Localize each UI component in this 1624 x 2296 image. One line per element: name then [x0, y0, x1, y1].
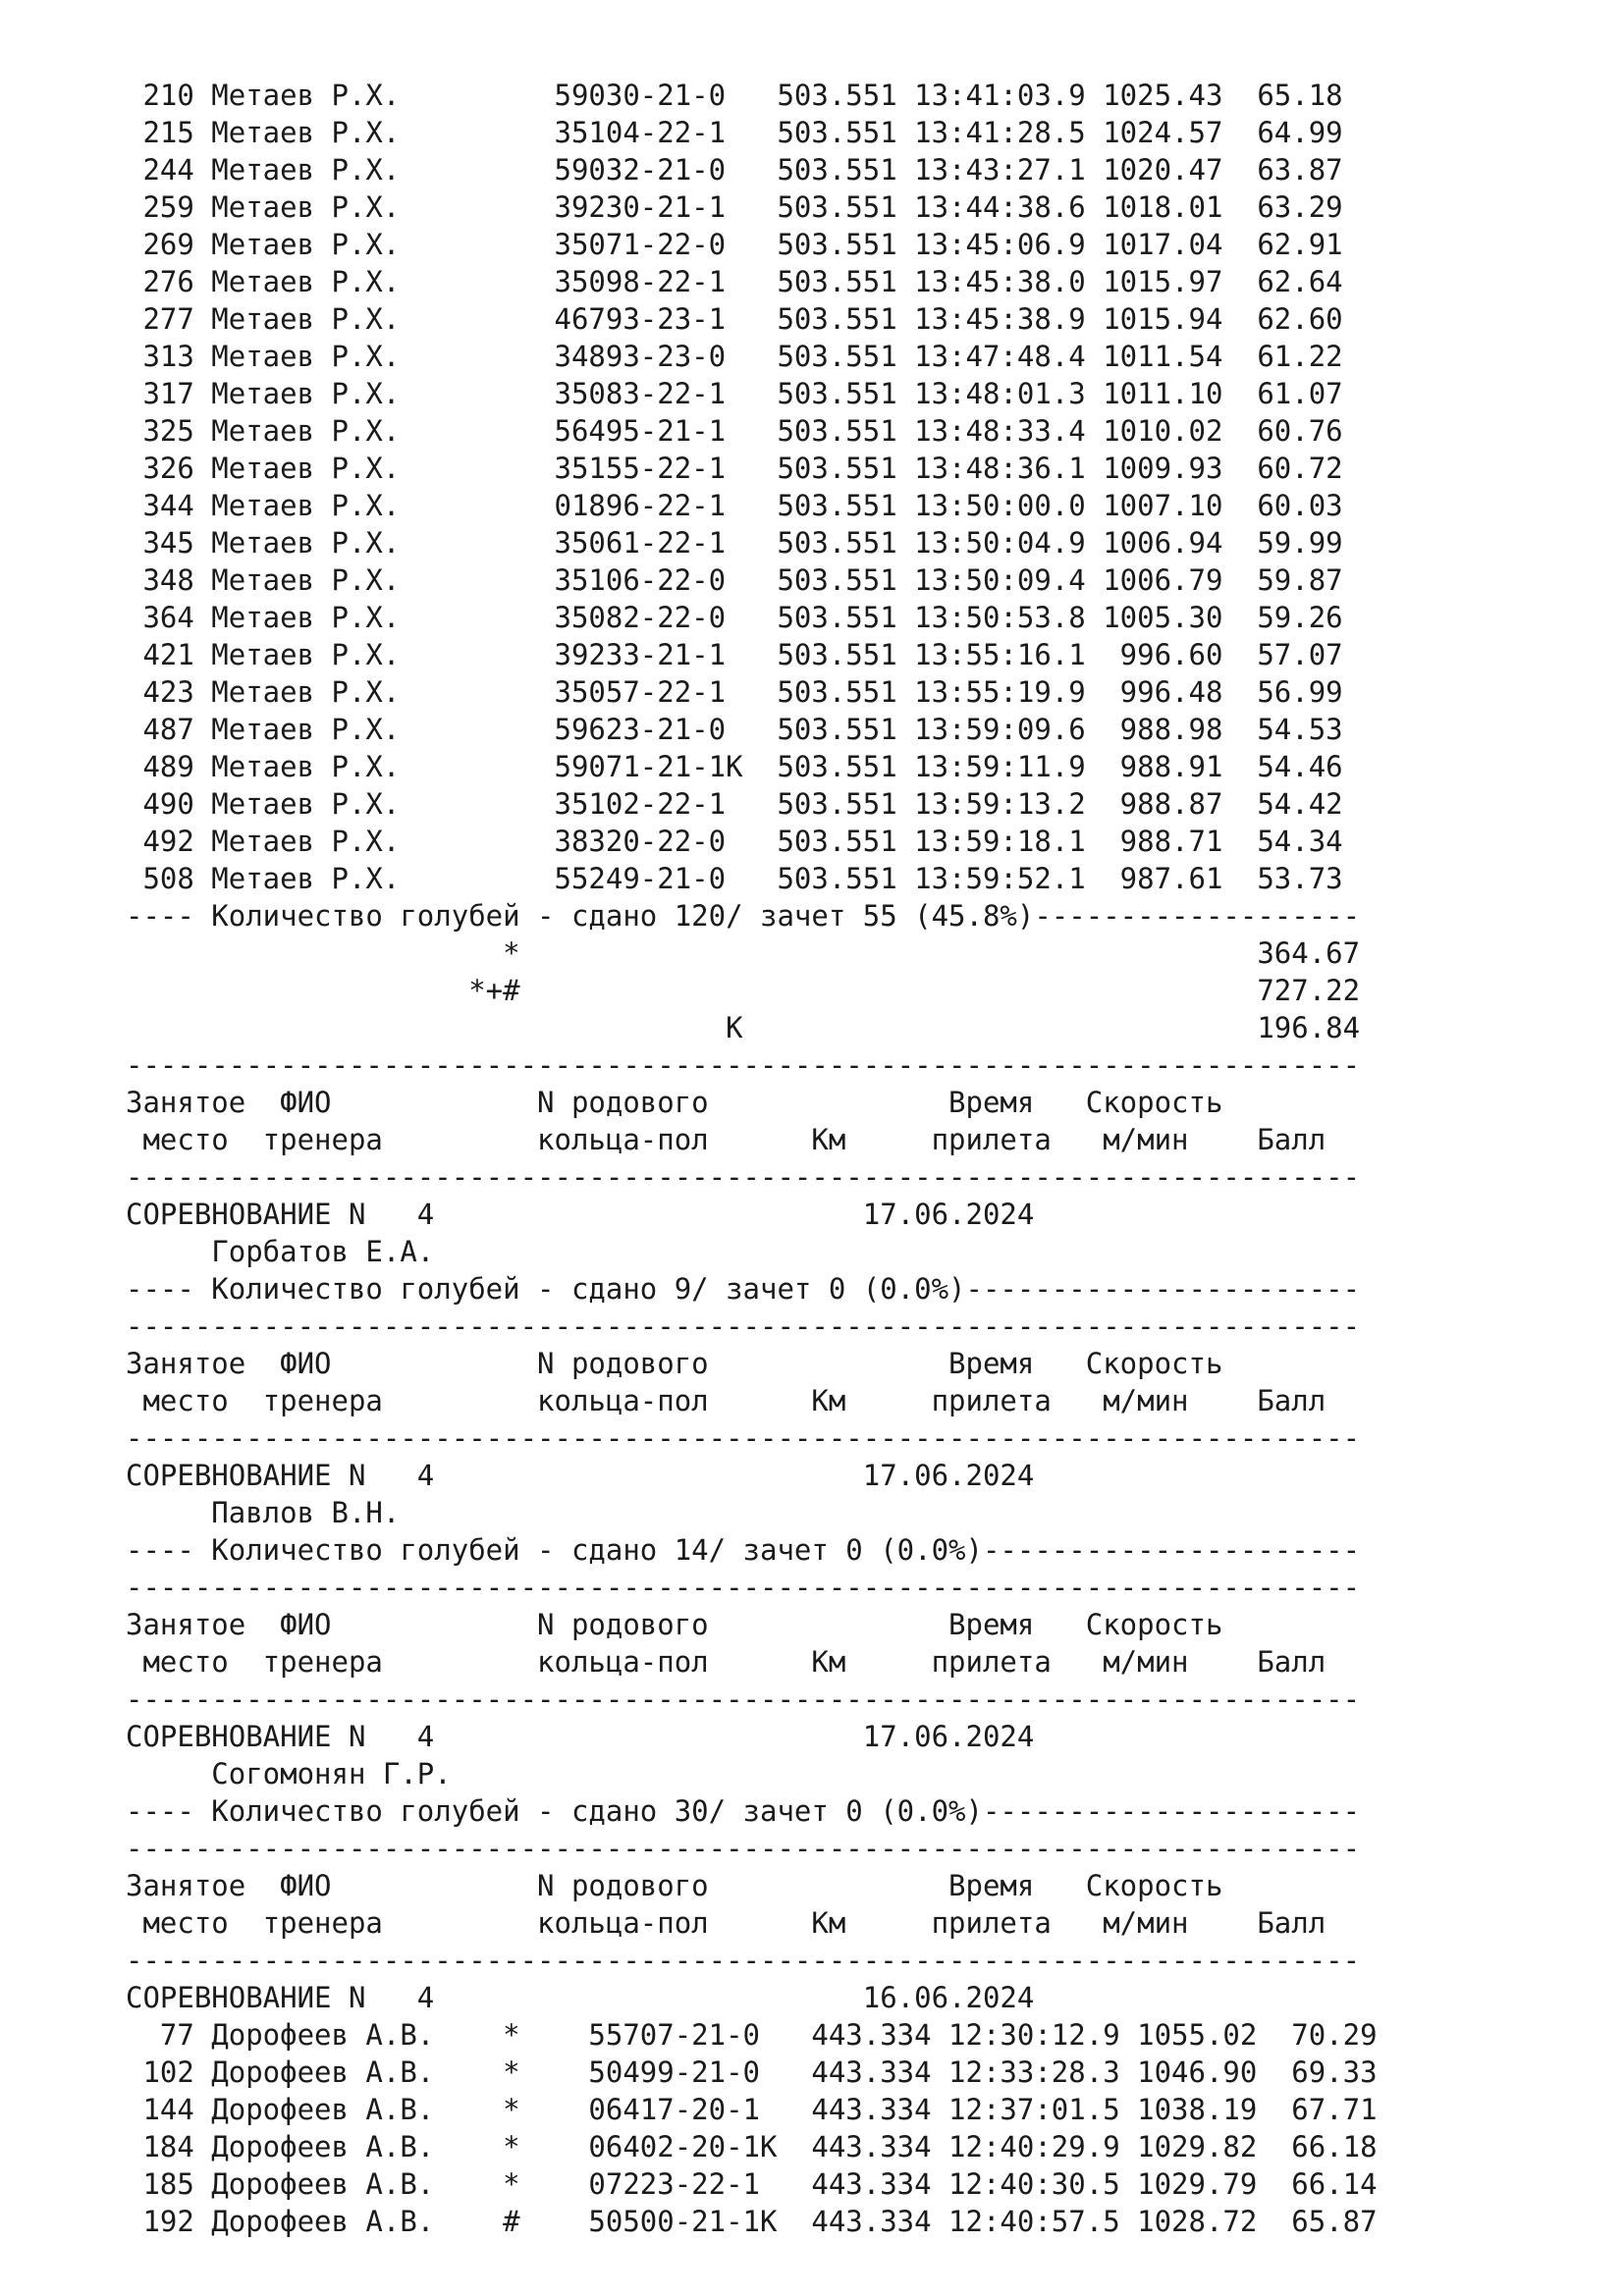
result-row: 185 Дорофеев А.В. * 07223-22-1 443.334 12:40:30.5 1029.79 66.14 — [126, 2167, 1378, 2201]
result-row: 325 Метаев Р.Х. 56495-21-1 503.551 13:48:33.4 1010.02 60.76 — [126, 414, 1343, 448]
separator-line: ------------------------------------------------------------------------ — [126, 1571, 1361, 1604]
result-row: 492 Метаев Р.Х. 38320-22-0 503.551 13:59:18.1 988.71 54.34 — [126, 825, 1343, 858]
result-row: 269 Метаев Р.Х. 35071-22-0 503.551 13:45:06.9 1017.04 62.91 — [126, 228, 1343, 261]
separator-line: ------------------------------------------------------------------------ — [126, 1309, 1361, 1343]
score-total-line: *+# 727.22 — [126, 974, 1361, 1007]
result-row: 144 Дорофеев А.В. * 06417-20-1 443.334 12:37:01.5 1038.19 67.71 — [126, 2093, 1378, 2126]
separator-line: ------------------------------------------------------------------------ — [126, 1048, 1361, 1082]
result-row: 326 Метаев Р.Х. 35155-22-1 503.551 13:48:36.1 1009.93 60.72 — [126, 452, 1343, 485]
score-total-line: * 364.67 — [126, 936, 1361, 970]
result-row: 490 Метаев Р.Х. 35102-22-1 503.551 13:59:13.2 988.87 54.42 — [126, 787, 1343, 821]
pigeon-count-summary: ---- Количество голубей - сдано 30/ зачет 0 (0.0%)---------------------- — [126, 1794, 1361, 1828]
column-header: Занятое ФИО N родового Время Скорость — [126, 1608, 1223, 1641]
column-header: Занятое ФИО N родового Время Скорость — [126, 1347, 1223, 1380]
competition-header: СОРЕВНОВАНИЕ N 4 17.06.2024 — [126, 1198, 1035, 1231]
competition-header: СОРЕВНОВАНИЕ N 4 16.06.2024 — [126, 1981, 1035, 2014]
score-total-line: К 196.84 — [126, 1011, 1361, 1044]
result-row: 489 Метаев Р.Х. 59071-21-1К 503.551 13:59:11.9 988.91 54.46 — [126, 750, 1343, 783]
competition-header: СОРЕВНОВАНИЕ N 4 17.06.2024 — [126, 1459, 1035, 1492]
results-printout — [126, 77, 1559, 2240]
result-row: 77 Дорофеев А.В. * 55707-21-0 443.334 12:30:12.9 1055.02 70.29 — [126, 2018, 1378, 2052]
result-row: 317 Метаев Р.Х. 35083-22-1 503.551 13:48:01.3 1011.10 61.07 — [126, 377, 1343, 410]
result-row: 244 Метаев Р.Х. 59032-21-0 503.551 13:43:27.1 1020.47 63.87 — [126, 153, 1343, 187]
column-header: место тренера кольца-пол Км прилета м/мин Балл — [126, 1123, 1326, 1156]
pigeon-count-summary: ---- Количество голубей - сдано 14/ зачет 0 (0.0%)---------------------- — [126, 1533, 1361, 1567]
separator-line: ------------------------------------------------------------------------ — [126, 1832, 1361, 1865]
result-row: 421 Метаев Р.Х. 39233-21-1 503.551 13:55:16.1 996.60 57.07 — [126, 638, 1343, 671]
result-row: 423 Метаев Р.Х. 35057-22-1 503.551 13:55:19.9 996.48 56.99 — [126, 675, 1343, 709]
column-header: место тренера кольца-пол Км прилета м/мин Балл — [126, 1645, 1326, 1679]
trainer-name: Согомонян Г.Р. — [126, 1757, 452, 1790]
result-row: 313 Метаев Р.Х. 34893-23-0 503.551 13:47:48.4 1011.54 61.22 — [126, 340, 1343, 373]
result-row: 344 Метаев Р.Х. 01896-22-1 503.551 13:50:00.0 1007.10 60.03 — [126, 489, 1343, 522]
result-row: 276 Метаев Р.Х. 35098-22-1 503.551 13:45:38.0 1015.97 62.64 — [126, 265, 1343, 298]
result-row: 184 Дорофеев А.В. * 06402-20-1К 443.334 12:40:29.9 1029.82 66.18 — [126, 2130, 1378, 2163]
result-row: 210 Метаев Р.Х. 59030-21-0 503.551 13:41:03.9 1025.43 65.18 — [126, 79, 1343, 112]
column-header: Занятое ФИО N родового Время Скорость — [126, 1869, 1223, 1902]
result-row: 215 Метаев Р.Х. 35104-22-1 503.551 13:41:28.5 1024.57 64.99 — [126, 116, 1343, 149]
result-row: 259 Метаев Р.Х. 39230-21-1 503.551 13:44:38.6 1018.01 63.29 — [126, 190, 1343, 224]
separator-line: ------------------------------------------------------------------------ — [126, 1944, 1361, 1977]
pigeon-count-summary: ---- Количество голубей - сдано 9/ зачет 0 (0.0%)----------------------- — [126, 1272, 1361, 1306]
result-row: 277 Метаев Р.Х. 46793-23-1 503.551 13:45:38.9 1015.94 62.60 — [126, 302, 1343, 336]
column-header: место тренера кольца-пол Км прилета м/мин Балл — [126, 1906, 1326, 1940]
pigeon-count-summary: ---- Количество голубей - сдано 120/ зачет 55 (45.8%)------------------- — [126, 899, 1361, 933]
result-row: 487 Метаев Р.Х. 59623-21-0 503.551 13:59:09.6 988.98 54.53 — [126, 713, 1343, 746]
result-row: 348 Метаев Р.Х. 35106-22-0 503.551 13:50:09.4 1006.79 59.87 — [126, 563, 1343, 597]
column-header: место тренера кольца-пол Км прилета м/мин Балл — [126, 1384, 1326, 1417]
column-header: Занятое ФИО N родового Время Скорость — [126, 1086, 1223, 1119]
result-row: 345 Метаев Р.Х. 35061-22-1 503.551 13:50:04.9 1006.94 59.99 — [126, 526, 1343, 560]
separator-line: ------------------------------------------------------------------------ — [126, 1682, 1361, 1716]
competition-header: СОРЕВНОВАНИЕ N 4 17.06.2024 — [126, 1720, 1035, 1753]
result-row: 102 Дорофеев А.В. * 50499-21-0 443.334 12:33:28.3 1046.90 69.33 — [126, 2056, 1378, 2089]
result-row: 192 Дорофеев А.В. # 50500-21-1К 443.334 12:40:57.5 1028.72 65.87 — [126, 2205, 1378, 2238]
separator-line: ------------------------------------------------------------------------ — [126, 1421, 1361, 1455]
trainer-name: Горбатов Е.А. — [126, 1235, 435, 1268]
result-row: 364 Метаев Р.Х. 35082-22-0 503.551 13:50:53.8 1005.30 59.26 — [126, 601, 1343, 634]
trainer-name: Павлов В.Н. — [126, 1496, 401, 1529]
separator-line: ------------------------------------------------------------------------ — [126, 1160, 1361, 1194]
result-row: 508 Метаев Р.Х. 55249-21-0 503.551 13:59:52.1 987.61 53.73 — [126, 862, 1343, 895]
